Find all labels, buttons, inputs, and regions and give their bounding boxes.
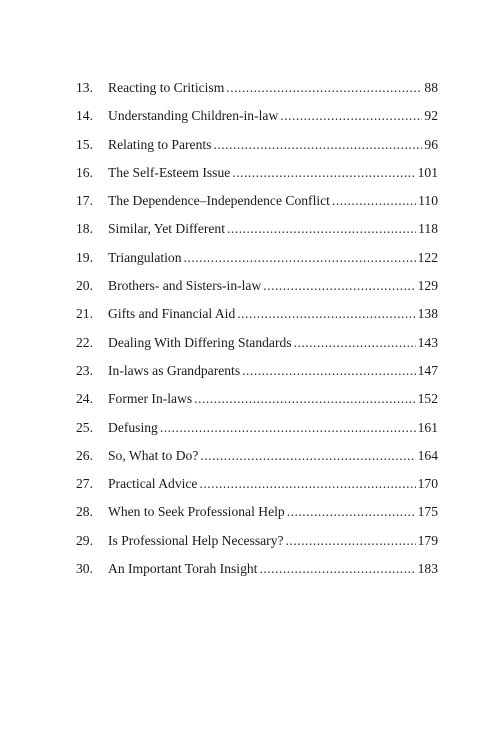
chapter-number: 28. (76, 504, 93, 520)
dot-leader (232, 159, 415, 187)
chapter-number: 26. (76, 447, 93, 463)
dot-leader (237, 300, 415, 328)
page-number: 129 (417, 278, 438, 294)
chapter-number: 22. (76, 334, 93, 350)
toc-entry (76, 272, 438, 300)
page-number: 170 (417, 476, 438, 492)
page-number: 101 (417, 164, 438, 180)
chapter-title: Brothers- and Sisters-in-law (108, 278, 262, 294)
page-number: 164 (417, 447, 438, 463)
chapter-number: 20. (76, 278, 93, 294)
chapter-number: 27. (76, 476, 93, 492)
dot-leader (200, 442, 415, 470)
chapter-number: 16. (76, 164, 93, 180)
dot-leader (242, 357, 415, 385)
chapter-title: Relating to Parents (108, 136, 212, 152)
chapter-title: In-laws as Grandparents (108, 362, 241, 378)
toc-entry (76, 555, 438, 583)
page-number: 138 (417, 306, 438, 322)
chapter-number: 30. (76, 561, 93, 577)
toc-entry (76, 131, 438, 159)
dot-leader (227, 215, 416, 243)
page-number: 143 (417, 334, 438, 350)
dot-leader (199, 470, 415, 498)
chapter-number: 24. (76, 391, 93, 407)
chapter-title: An Important Torah Insight (108, 561, 258, 577)
chapter-title: Former In-laws (108, 391, 193, 407)
chapter-title: Is Professional Help Necessary? (108, 532, 284, 548)
dot-leader (226, 74, 422, 102)
chapter-title: Practical Advice (108, 476, 198, 492)
toc-entry (76, 159, 438, 187)
chapter-number: 15. (76, 136, 93, 152)
page-number: 147 (417, 362, 438, 378)
page-number: 92 (424, 108, 438, 124)
chapter-number: 21. (76, 306, 93, 322)
chapter-title: When to Seek Professional Help (108, 504, 285, 520)
page-number: 183 (417, 561, 438, 577)
chapter-number: 25. (76, 419, 93, 435)
toc-entry (76, 385, 438, 413)
toc-entry (76, 498, 438, 526)
toc-entry (76, 187, 438, 215)
toc-entry (76, 329, 438, 357)
toc-entry (76, 527, 438, 555)
chapter-number: 13. (76, 80, 93, 95)
chapter-number: 17. (76, 193, 93, 209)
chapter-title: Defusing (108, 419, 158, 435)
page-number: 161 (417, 419, 438, 435)
toc-entry (76, 300, 438, 328)
table-of-contents (76, 74, 438, 583)
chapter-title: The Self-Esteem Issue (108, 164, 231, 180)
dot-leader (294, 329, 416, 357)
page-number: 118 (418, 221, 438, 237)
toc-entry (76, 442, 438, 470)
chapter-title: So, What to Do? (108, 447, 199, 463)
toc-entry (76, 244, 438, 272)
dot-leader (287, 498, 416, 526)
toc-entry (76, 102, 438, 130)
page-number: 88 (424, 80, 438, 95)
toc-entry (76, 470, 438, 498)
dot-leader (286, 527, 416, 555)
toc-entry (76, 74, 438, 102)
chapter-title: Similar, Yet Different (108, 221, 226, 237)
toc-entry (76, 414, 438, 442)
chapter-title: Reacting to Criticism (108, 80, 225, 95)
page-number: 152 (417, 391, 438, 407)
page-number: 175 (417, 504, 438, 520)
chapter-number: 19. (76, 249, 93, 265)
dot-leader (213, 131, 422, 159)
chapter-title: Gifts and Financial Aid (108, 306, 236, 322)
page-number: 110 (418, 193, 438, 209)
chapter-title: Dealing With Differing Standards (108, 334, 292, 350)
chapter-number: 18. (76, 221, 93, 237)
dot-leader (194, 385, 415, 413)
toc-entry (76, 215, 438, 243)
page-number: 122 (417, 249, 438, 265)
dot-leader (259, 555, 415, 583)
chapter-title: Understanding Children-in-law (108, 108, 279, 124)
dot-leader (184, 244, 416, 272)
chapter-number: 29. (76, 532, 93, 548)
page-number: 96 (424, 136, 438, 152)
chapter-number: 14. (76, 108, 93, 124)
dot-leader (280, 102, 422, 130)
dot-leader (332, 187, 416, 215)
toc-entry (76, 357, 438, 385)
dot-leader (160, 414, 416, 442)
chapter-title: The Dependence–Independence Conflict (108, 193, 330, 209)
page-number: 179 (417, 532, 438, 548)
chapter-title: Triangulation (108, 249, 182, 265)
dot-leader (263, 272, 415, 300)
chapter-number: 23. (76, 362, 93, 378)
